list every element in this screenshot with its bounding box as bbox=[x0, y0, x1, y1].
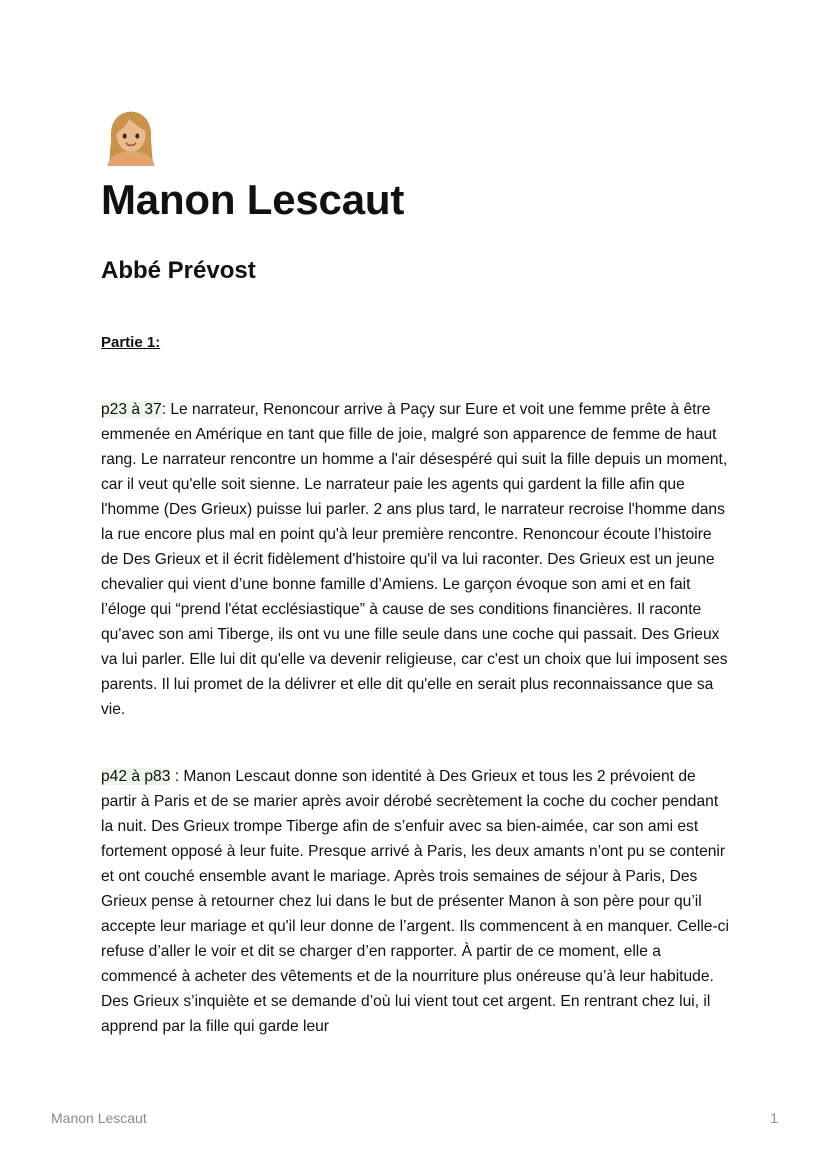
paragraph-text: : Le narrateur, Renoncour arrive à Paçy sur Eure et voit une femme prête à être emmenée en Amérique en tant que fille de joie, malgré son apparence de femme de haut rang. Le narrateur rencontre un homme a l'air désespéré qui suit la fille depuis un moment, car il veut qu'elle soit sienne. Le narrateur paie les agents qui gardent la fille afin que l'homme (Des Grieux) puisse lui parler. 2 ans plus tard, le narrateur recroise l'homme dans la rue encore plus mal en point qu'à leur première rencontre. Renoncour écoute l’histoire de Des Grieux et il écrit fidèlement d'histoire qu'il va lui raconter. Des Grieux est un jeune chevalier qui vient d’une bonne famille d’Amiens. Le garçon évoque son ami et en fait l’éloge qui “prend l'état ecclésiastique” à cause de ses conditions financières. Il raconte qu'avec son ami Tiberge, ils ont vu une fille seule dans une coche qui passait. Des Grieux va lui parler. Elle lui dit qu'elle va devenir religieuse, car c'est un choix que lui imposent ses parents. Il lui promet de la délivrer et elle dit qu'elle en serait plus reconnaissance que sa vie. bbox=[101, 401, 728, 718]
document-title: Manon Lescaut bbox=[101, 176, 405, 223]
woman-emoji-icon bbox=[102, 108, 160, 166]
document-page bbox=[101, 108, 729, 1039]
footer-page-number: 1 bbox=[770, 1110, 778, 1126]
footer-title: Manon Lescaut bbox=[51, 1110, 147, 1126]
document-subtitle: Abbé Prévost bbox=[101, 257, 256, 284]
page-reference: p23 à 37 bbox=[101, 401, 162, 418]
section-title: Partie 1: bbox=[101, 334, 161, 351]
paragraph-text: : Manon Lescaut donne son identité à Des Grieux et tous les 2 prévoient de partir à Paris et de se marier après avoir dérobé secrètement la coche du cocher pendant la nuit. Des Grieux trompe Tiberge afin de s’enfuir avec sa bien-aimée, car son ami est fortement opposé à leur fuite. Presque arrivé à Paris, les deux amants n’ont pu se contenir et ont couché ensemble avant le mariage. Après trois semaines de séjour à Paris, Des Grieux pense à retourner chez lui dans le but de présenter Manon à son père pour qu’il accepte leur mariage et qu'il leur donne de l’argent. Ils commencent à en manquer. Celle-ci refuse d’aller le voir et dit se charger d’en rapporter. À partir de ce moment, elle a commencé à acheter des vêtements et de la nourriture plus onéreuse qu’à leur habitude. Des Grieux s’inquiète et se demande d’où lui vient tout cet argent. En rentrant chez lui, il apprend par la fille qui garde leur bbox=[101, 768, 729, 1035]
page-reference: p42 à p83 bbox=[101, 768, 171, 785]
paragraph bbox=[101, 764, 729, 1039]
paragraph bbox=[101, 397, 729, 722]
